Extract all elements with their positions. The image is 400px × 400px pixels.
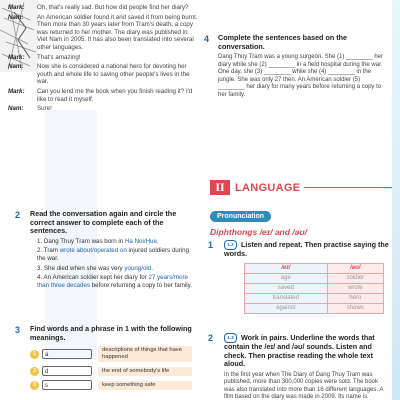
item-text: 2. Tram [37, 247, 60, 255]
exercise-heading: Complete the sentences based on the conversation. [218, 33, 348, 51]
item-text: 1. Dang Thuy Tram was born in [37, 237, 125, 245]
match-row [30, 346, 196, 362]
reading-text: In the first year when The Diary of Dang Thuy Tram was published, more than 300,000 copies were sold. The book was also translated into more than 16 different languages. A film based on the diary was made in 2009. Its name is [224, 371, 383, 400]
speaker-name: Nam: [8, 105, 24, 113]
exercise-item [37, 274, 196, 289]
section-number: II [210, 180, 230, 195]
speaker-name: Mark: [8, 4, 25, 11]
pronunciation-label: Pronunciation [210, 211, 271, 222]
sound-column-ei: /eɪ/ [245, 263, 328, 273]
exercise-heading: Listen and repeat. Then practise saying the words. [224, 239, 389, 258]
sound-row [245, 273, 384, 283]
item-text-end: injured soldiers during the war. [37, 247, 190, 262]
match-number: 3 [30, 381, 39, 390]
audio-track-icon[interactable]: 1.2 [224, 240, 237, 250]
pron-exercise-2 [208, 332, 390, 400]
dialog-text: An American soldier found it and saved it from being burnt. Then more than 30 years later from Tram's death, a copy was returned to her mother. The diary was published in Viet Nam in 2005. It has also been translated into several other languages. [37, 13, 198, 51]
start-letter: a [45, 352, 49, 359]
section-title: LANGUAGE [235, 181, 301, 194]
answer-options[interactable]: Ha Noi/Hue [124, 237, 157, 245]
meaning-text: keep something safe [98, 381, 192, 390]
exercise-number: 4 [204, 34, 210, 44]
exercise-3 [15, 324, 196, 390]
pronunciation-block [210, 205, 390, 237]
section-divider [304, 187, 392, 188]
word-ei: against [245, 303, 328, 313]
match-row [30, 380, 196, 390]
exercise-heading: Find words and a phrase in 1 with the following meanings. [30, 324, 192, 342]
match-number: 1 [30, 350, 39, 359]
word-ou: soldier [327, 273, 383, 283]
meaning-text: descriptions of things that have happened [98, 346, 192, 362]
sound-table [244, 263, 384, 314]
answer-box[interactable] [42, 349, 92, 359]
item-text-end: . [151, 264, 153, 272]
exercise-heading: Work in pairs. Underline the words that contain the /eɪ/ and /əʊ/ sounds. Listen and check. Then practise reading the whole text aloud. [224, 332, 375, 369]
answer-options[interactable]: 27 years/more than three decades [37, 274, 188, 289]
dialog-text: Sure! [37, 105, 52, 113]
answer-box[interactable] [42, 366, 92, 376]
item-text-end: . [156, 237, 159, 245]
answer-options[interactable]: young/old [124, 264, 152, 272]
conversation [8, 4, 198, 115]
sound-row [245, 283, 384, 293]
exercise-number: 3 [15, 325, 21, 335]
diphthongs-heading: Diphthongs /eɪ/ and /əʊ/ [210, 227, 308, 237]
dialog-line [8, 4, 198, 12]
exercise-number: 2 [15, 210, 21, 220]
speaker-name: Nam: [8, 63, 24, 71]
speaker-name: Mark: [8, 53, 25, 61]
exercise-text: Dang Thuy Tram was a young surgeon. She (1) ________ her diary while she (2) ________ in a field hospital during the war. One day, she (3) ________ while she (4) ________ in the jungle. She was only 27 then. An American soldier (5) ________ her diary for many years before returning a copy to her family. [218, 54, 383, 98]
word-ei: translated [245, 293, 328, 303]
start-letter: d [45, 369, 49, 376]
dialog-text: That's amazing! [37, 53, 81, 61]
start-letter: s [45, 383, 48, 390]
speaker-name: Mark: [8, 87, 25, 95]
match-number: 2 [30, 367, 39, 376]
sound-row [245, 303, 384, 313]
word-ei: age [245, 273, 328, 283]
dialog-line [8, 105, 198, 113]
dialog-line [8, 14, 198, 52]
word-ou: wrote [327, 283, 383, 293]
meaning-text: the end of somebody's life [98, 367, 192, 376]
pron-exercise-1 [208, 239, 390, 314]
exercise-4 [204, 33, 388, 99]
answer-options[interactable]: wrote about/operated on [59, 247, 127, 255]
answer-box[interactable] [42, 380, 92, 390]
exercise-item [37, 247, 196, 262]
word-ou: hero [327, 293, 383, 303]
right-edge-stripe [392, 0, 400, 400]
word-ei: saved [245, 283, 328, 293]
match-row [30, 366, 196, 376]
dialog-text: Can you lend me the book when you finish reading it? I'd like to read it myself. [37, 87, 193, 103]
audio-track-icon[interactable]: 1.3 [224, 333, 237, 343]
exercise-item [37, 238, 196, 246]
exercise-number: 1 [208, 240, 214, 250]
word-ou: shows [327, 303, 383, 313]
dialog-line [8, 88, 198, 103]
item-text: 3. She died when she was very [37, 264, 125, 272]
exercise-heading: Read the conversation again and circle the correct answer to complete each of the sentences. [30, 209, 177, 236]
speaker-name: Nam: [8, 13, 24, 21]
dialog-text: Now she is considered a national hero for devoting her youth and whole life to saving other people's lives in the war. [37, 63, 190, 86]
sound-column-ou: /əʊ/ [327, 263, 383, 273]
dialog-text: Oh, that's really sad. But how did people find her diary? [37, 4, 189, 11]
item-text: 4. An American soldier kept her diary for [37, 274, 149, 282]
exercise-item [37, 265, 196, 273]
exercise-2 [15, 209, 196, 289]
dialog-line [8, 54, 198, 62]
item-text-end: before returning a copy to her family. [89, 281, 193, 289]
section-header [210, 180, 392, 195]
dialog-line [8, 63, 198, 86]
exercise-number: 2 [208, 333, 214, 343]
sound-row [245, 293, 384, 303]
